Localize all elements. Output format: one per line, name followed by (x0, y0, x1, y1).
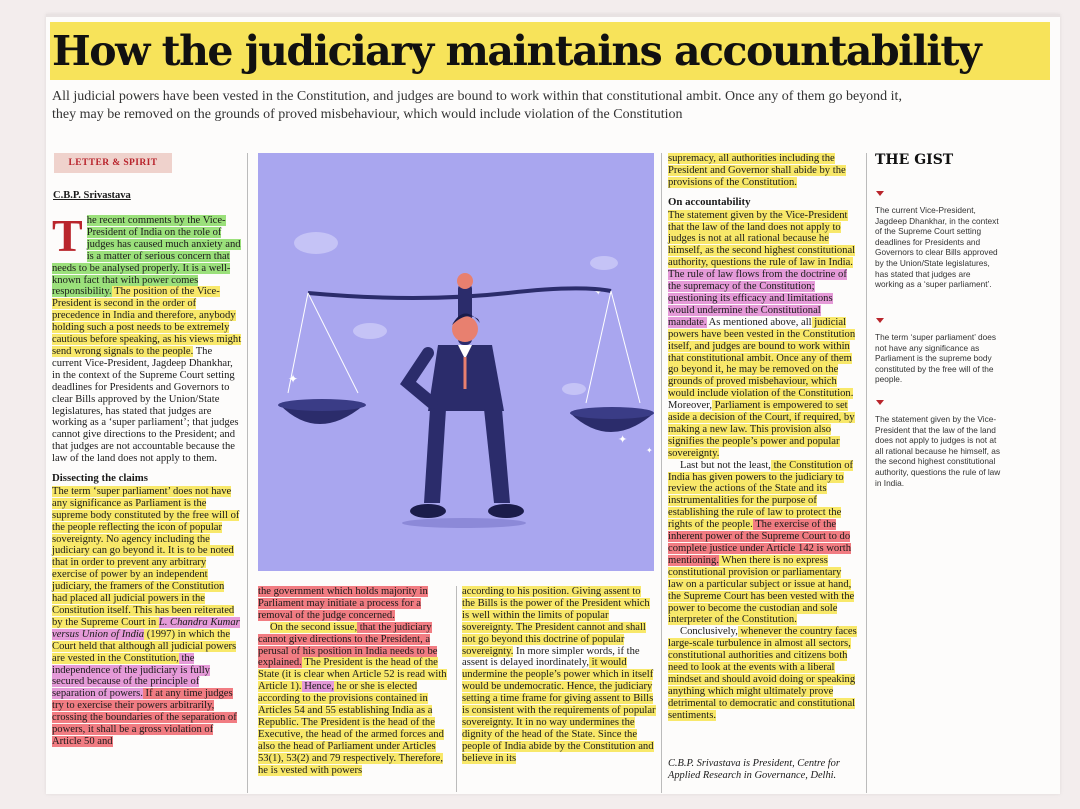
text-run: Conclusively, (680, 626, 738, 638)
text-run: The current Vice-President, Jagdeep Dhankhar, in the context of the Supreme Court setting deadlines for Presidents and Governors to clear Bills approved by the Union/State legislatures, has stated that judges are working as a ‘super parliament’; that judges cannot give directions to the President; and that judges are not accountable because the law of the land does not apply to them. (52, 345, 239, 465)
byline: C.B.P. Srivastava (53, 190, 131, 201)
headline: How the judiciary maintains accountability (52, 27, 981, 75)
gist-item: The term ‘super parliament’ does not have any significance as Parliament is the supreme body constituted by the free will of the people. (875, 332, 996, 385)
paragraph (668, 626, 858, 721)
article-column-4 (668, 153, 858, 722)
highlight-red: The exercise of the inherent power of the Supreme Court to do complete justice under Article 142 is worth mentioning. (668, 519, 851, 566)
triangle-bullet-icon (876, 318, 884, 323)
triangle-bullet-icon (876, 400, 884, 405)
paragraph (52, 486, 242, 748)
standfirst: All judicial powers have been vested in the Constitution, and judges are bound to work within that constitutional ambit. Once any of them go beyond it, they may be removed on the grounds of proved misbehaviour, which would include violation of the Constitution (52, 89, 902, 122)
subheading: On accountability (668, 195, 751, 208)
gist-item: The current Vice-President, Jagdeep Dhankhar, in the context of the Supreme Court setting deadlines for Presidents and Governors to clear Bills approved by the Union/State legislatures, has stated that judges are working as a ‘super parliament’. (875, 205, 999, 290)
highlight-yellow: The position of the Vice-President is second in the order of precedence in India and therefore, anybody holding such a post needs to be extremely cautious before speaking, as his views might send wrong signals to the people. (52, 286, 242, 357)
highlight-yellow: the Constitution of India has given powers to the judiciary to review the actions of the State and its instrumentalities for the purpose of establishing the rule of law to protect the rights of the people. (668, 459, 854, 531)
highlight-yellow: according to his position. Giving assent to the Bills is the power of the President which is well within the limits of popular sovereignty. The President cannot and shall not go beyond this doctrine of popular sovereignty. (462, 586, 650, 657)
highlight-yellow: The statement given by the Vice-President that the law of the land does not apply to judges is not at all rational because he himself, as the second highest constitutional authority, questions the rule of law in India. (668, 209, 856, 269)
highlight-yellow: The term ‘super parliament’ does not have any significance as Parliament is the supreme body constituted by the free will of the people reflecting the icon of popular sovereignty. No agency including the judiciary can go beyond it. It is to be noted that in order to prevent any arbitrary exercise of power by an independent judiciary, the framers of the Constitution had placed all judicial powers in the Constitution itself. (52, 485, 240, 616)
illustration-scales-of-justice (258, 153, 654, 571)
highlight-green: he recent comments by the Vice-President of India on the role of judges has caused much anxiety and is a matter of serious concern that needs to be analysed properly. It is a well-known fact that with power comes responsibility. (52, 215, 241, 298)
triangle-bullet-icon (876, 191, 884, 196)
svg-text:✦: ✦ (288, 372, 299, 386)
paragraph (668, 460, 858, 627)
svg-text:✦: ✦ (594, 287, 603, 298)
scales-illustration (258, 153, 654, 571)
headline-band (50, 22, 1050, 80)
column-divider (866, 153, 867, 793)
top-rule (46, 14, 1060, 17)
column-divider (456, 586, 457, 792)
highlight-red: the government which holds majority in Parliament may initiate a process for a removal of the judge concerned. (258, 586, 428, 621)
drop-cap: T (52, 210, 83, 261)
section-kicker: LETTER & SPIRIT (54, 153, 172, 173)
gist-title: THE GIST (875, 152, 954, 168)
highlight-red: If at any time judges try to exercise their powers arbitrarily, crossing the boundaries of the separation of powers, it shall be a gross violation of Article 50 and (52, 688, 237, 747)
highlight-yellow: The President is the head of the State (it is clear when Article 52 is read with Article 1). (258, 657, 447, 693)
highlight-yellow: supremacy, all authorities including the President and Governor shall abide by the provisions of the Constitution. (668, 153, 846, 188)
highlight-yellow: This has been reiterated by the Supreme Court in (52, 605, 235, 628)
paragraph (668, 153, 858, 189)
text-run: Last but not the least, (680, 459, 771, 471)
article-column-2 (258, 586, 452, 777)
highlight-yellow: When there is no express constitutional provision or parliamentary law on a particular subject or issue at hand, the Supreme Court has been vested with the power to become the custodian and sole interpreter of the Constitution. (668, 554, 855, 626)
article-column-1 (52, 210, 242, 748)
column-divider (661, 153, 662, 793)
article-column-3 (462, 586, 656, 765)
highlight-yellow: it would undermine the people’s power which in itself would be undemocratic. Hence, the judiciary setting a time frame for giving assent to Bills is consistent with the requirements of popular sovereignty. It in no way undermines the dignity of the head of the State. Since the people of India abide by the Constitution and believe in its (462, 657, 656, 764)
svg-text:✦: ✦ (618, 434, 628, 446)
highlight-yellow: (1997) in which the Court held that although all judicial powers are vested in the Constitution, (52, 628, 237, 664)
column-divider (247, 153, 248, 793)
highlight-yellow: Parliament is empowered to set aside a decision of the Court, if required, by making a new law. This provision also signifies the people’s power and popular sovereignty. (668, 400, 855, 459)
highlight-yellow: The President is the head of the Executive, the head of the armed forces and also the head of Parliament under Articles 53(1), 53(2) and 79 respectively. Therefore, he is vested with powers (258, 716, 444, 776)
highlight-yellow: judicial powers have been vested in the Constitution itself, and judges are bound to work within that constitutional ambit. Once any of them go beyond it, he may be removed on the grounds of proved misbehaviour, which would include violation of the Constitution. (668, 316, 856, 400)
highlight-pink: Hence, (301, 681, 334, 693)
highlight-yellow: he or she is elected according to the provisions contained in Articles 54 and 55 establishing India as a Republic. (258, 681, 433, 728)
highlight-red: that the judiciary cannot give directions to the President, a perusal of his position in India needs to be explained. (258, 621, 438, 669)
author-credit: C.B.P. Srivastava is President, Centre for Applied Research in Governance, Delhi. (668, 758, 840, 781)
newspaper-page (46, 14, 1060, 794)
paragraph (258, 586, 452, 622)
highlight-pink: the independence of the judiciary is fully secured because of the principle of separation of powers. (52, 652, 210, 700)
highlight-pink: The rule of law flows from the doctrine of the supremacy of the Constitution; questioning its efficacy and limitations would undermine the Constitutional mandate. (668, 269, 847, 328)
paragraph (668, 210, 858, 460)
subheading: Dissecting the claims (52, 472, 148, 485)
text-run: In more simpler words, if the assent is delayed inordinately, (462, 645, 640, 669)
paragraph (258, 622, 452, 777)
gist-item: The statement given by the Vice-President that the law of the land does not apply to judges is not at all rational because he himself, as the second highest constitutional authority, questions the rule of law in India. (875, 414, 1001, 488)
paragraph (462, 586, 656, 765)
case-name: L. Chandra Kumar versus Union of India (52, 616, 240, 640)
highlight-yellow: whenever the country faces large-scale turbulence in almost all sectors, constitutional authorities and citizens both need to look at the events with a liberal mindset and should avoid doing or speaking anything which might ultimately prove detrimental to democratic and constitutional sentiments. (668, 626, 857, 721)
text-run: As mentioned above, all (706, 316, 812, 328)
highlight-yellow: On the second issue, (270, 621, 358, 633)
svg-text:✦: ✦ (646, 446, 653, 455)
text-run: Moreover, (668, 400, 712, 412)
